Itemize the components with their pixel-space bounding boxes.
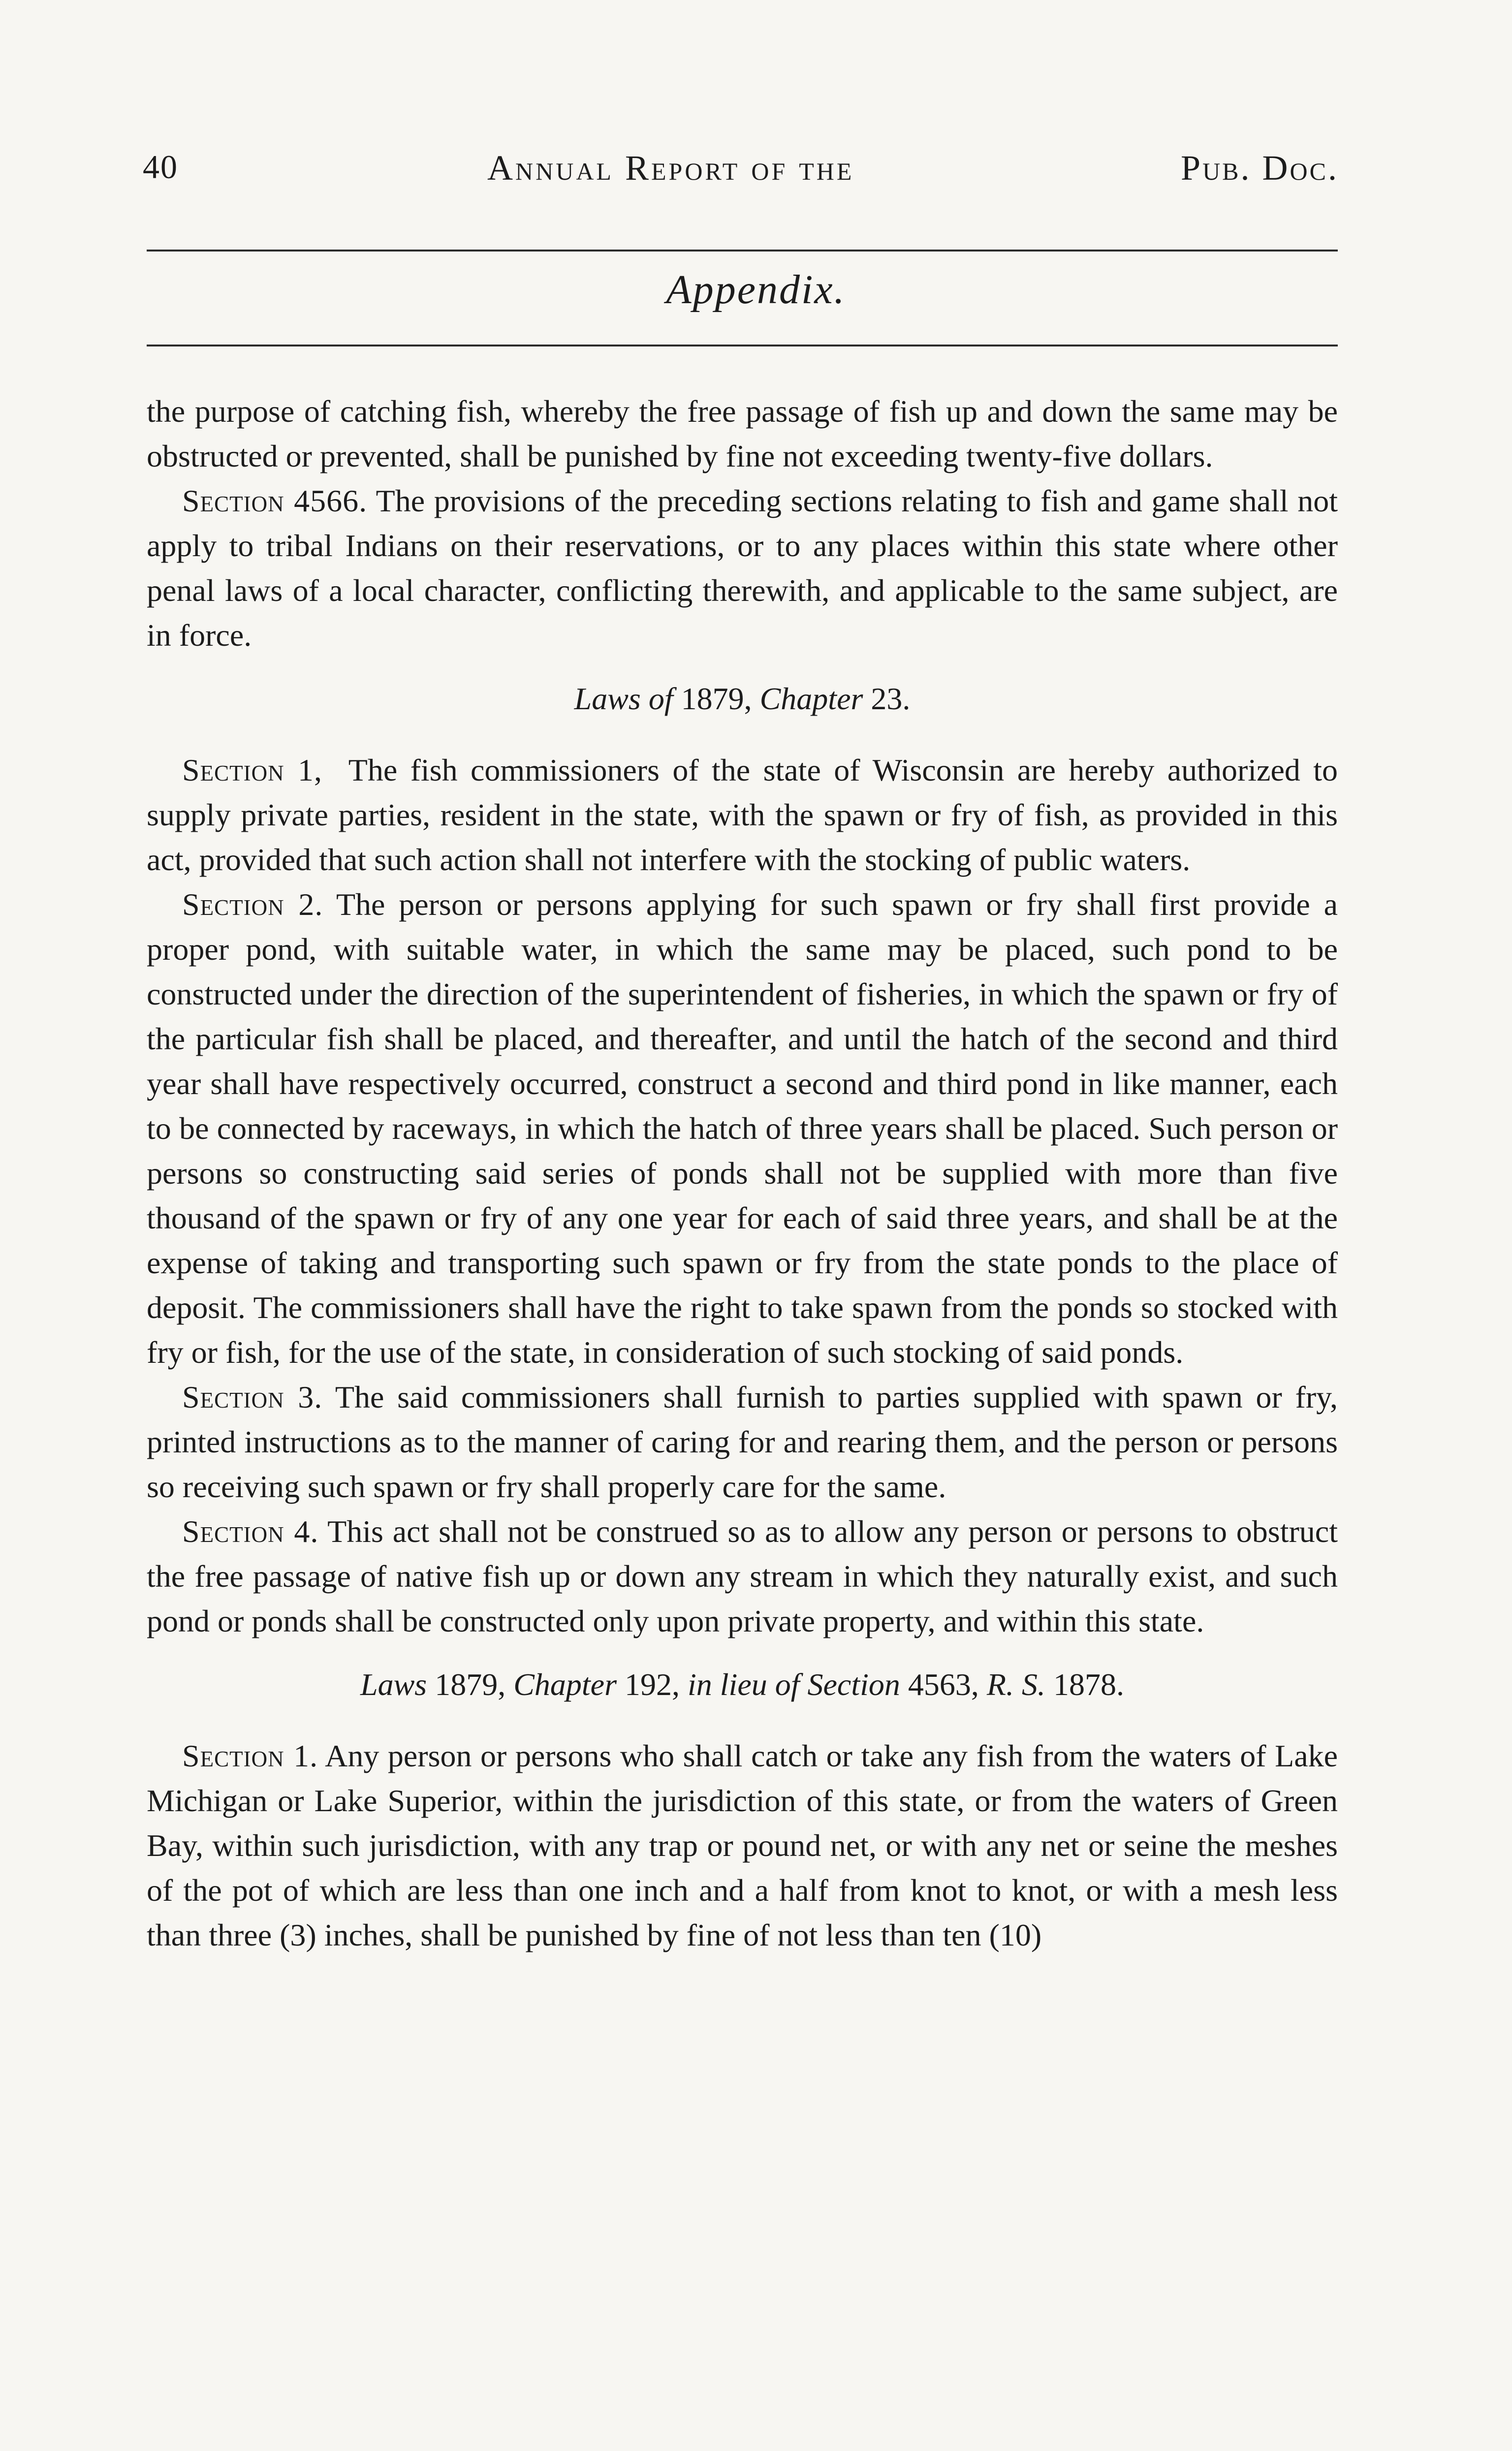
law-heading-text: Chapter xyxy=(759,681,863,716)
law-heading-text: R. S. xyxy=(986,1667,1045,1702)
law-heading-year: 1879, xyxy=(681,681,752,716)
section-text: The said commissioners shall furnish to parties supplied with spawn or fry, printed instructions as to the manner of caring for and rearing them, and the person or persons so receiving such spawn or fry shall properly care for the same. xyxy=(147,1380,1338,1504)
section-text: The provisions of the preceding sections relating to fish and game shall not apply to tribal Indians on their reservations, or to any places within this state where other penal laws of a local character, conflicting therewith, and applicable to the same subject, are in force. xyxy=(147,483,1338,653)
doc-label: Pub. Doc. xyxy=(1181,148,1339,188)
section-label: Section 1, xyxy=(182,753,322,787)
law-heading-chapter: 23. xyxy=(871,681,911,716)
law2-section-1 xyxy=(147,1733,1338,1957)
law-heading-year: 1879, xyxy=(435,1667,506,1702)
section-label: Section 4566. xyxy=(182,483,368,518)
header-rule-top xyxy=(147,250,1338,251)
law-heading-chapter: 192, xyxy=(624,1667,680,1702)
law-heading-chapter-23 xyxy=(147,676,1338,721)
section-label: Section 3. xyxy=(182,1380,323,1414)
law-heading-text: Chapter xyxy=(513,1667,617,1702)
law-heading-text: Laws xyxy=(360,1667,427,1702)
law1-section-1 xyxy=(147,748,1338,882)
law-heading-text: Laws of xyxy=(574,681,673,716)
continuation-paragraph: the purpose of catching fish, whereby the free passage of fish up and down the same may be obstructed or prevented, shall be punished by fine not exceeding twenty-five dollars. xyxy=(147,394,1338,473)
running-head xyxy=(143,148,1339,202)
appendix-heading: Appendix. xyxy=(666,267,846,313)
page-number: 40 xyxy=(143,148,178,186)
law-heading-section: 4563, xyxy=(908,1667,979,1702)
law1-section-3 xyxy=(147,1375,1338,1509)
section-label: Section 2. xyxy=(182,887,323,922)
body-text xyxy=(147,389,1338,1957)
section-text: Any person or persons who shall catch or take any fish from the waters of Lake Michigan or Lake Superior, within the jurisdiction of this state, or from the waters of Green Bay, within such jurisdiction, with any trap or pound net, or with any net or seine the meshes of the pot of which are less than one inch and a half from knot to knot, or with a mesh less than three (3) inches, shall be punished by fine of not less than ten (10) xyxy=(147,1738,1338,1952)
section-text: This act shall not be construed so as to allow any person or persons to obstruct the free passage of native fish up or down any stream in which they naturally exist, and such pond or ponds shall be constructed only upon private property, and within this state. xyxy=(147,1514,1338,1638)
section-label: Section 1. xyxy=(182,1738,318,1773)
section-text: The fish commissioners of the state of Wisconsin are hereby authorized to supply private parties, resident in the state, with the spawn or fry of fish, as provided in this act, provided that such action shall not interfere with the stocking of public waters. xyxy=(147,753,1338,877)
law1-section-4 xyxy=(147,1509,1338,1643)
law1-section-2 xyxy=(147,882,1338,1375)
law-heading-text: in lieu of Section xyxy=(687,1667,900,1702)
report-title: Annual Report of the xyxy=(487,148,854,188)
law-heading-rs-year: 1878. xyxy=(1053,1667,1124,1702)
section-label: Section 4. xyxy=(182,1514,319,1549)
header-rule-bottom xyxy=(147,345,1338,346)
section-text: The person or persons applying for such spawn or fry shall first provide a proper pond, with suitable water, in which the same may be placed, such pond to be constructed under the direction of the superintendent of fisheries, in which the spawn or fry of the particular fish shall be placed, and thereafter, and until the hatch of the second and third year shall have respectively occurred, construct a second and third pond in like manner, each to be connected by raceways, in which the hatch of three years shall be placed. Such person or persons so constructing said series of ponds shall not be supplied with more than five thousand of the spawn or fry of any one year for each of said three years, and shall be at the expense of taking and transporting such spawn or fry from the state ponds to the place of deposit. The commissioners shall have the right to take spawn from the ponds so stocked with fry or fish, for the use of the state, in consideration of such stocking of said ponds. xyxy=(147,887,1338,1370)
law-heading-chapter-192 xyxy=(147,1662,1338,1707)
section-4566-paragraph xyxy=(147,478,1338,658)
